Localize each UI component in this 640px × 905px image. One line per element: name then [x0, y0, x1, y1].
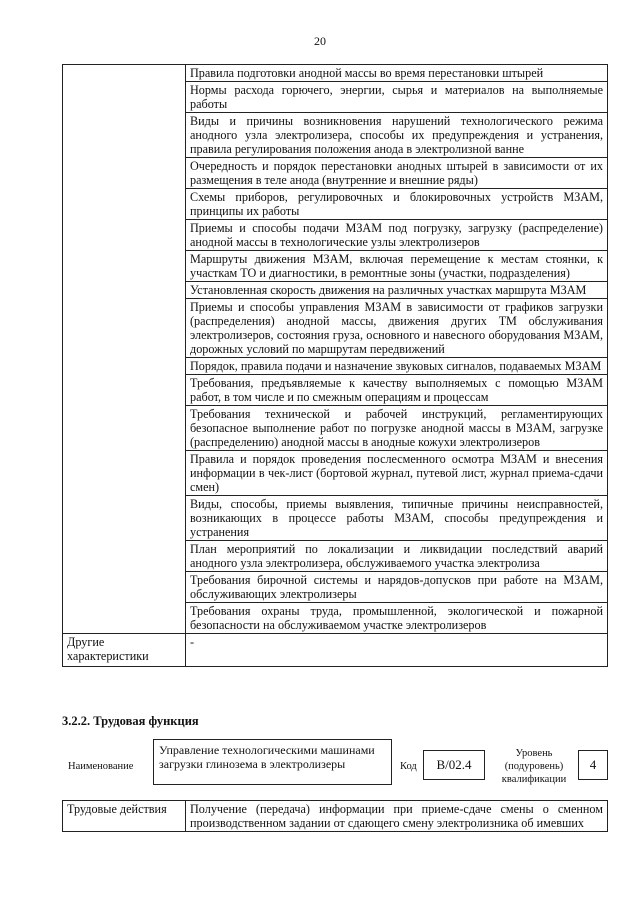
labor-action-item: Получение (передача) информации при приеме-сдаче смены о сменном производственном задании от сдающего смену электролизника об имевших [186, 801, 608, 832]
labor-actions-table [62, 800, 608, 832]
labor-actions-label: Трудовые действия [63, 801, 186, 832]
code-label: Код [400, 761, 417, 772]
knowledge-item: Приемы и способы подачи МЗАМ под погрузку, загрузку (распределение) анодной массы в технологические узлы электролизеров [186, 220, 608, 251]
code-value-box [423, 750, 485, 780]
other-characteristics-row [63, 634, 608, 667]
name-label: Наименование [68, 761, 134, 772]
knowledge-item: Правила и порядок проведения послесменного осмотра МЗАМ и внесения информации в чек-лист (бортовой журнал, путевой лист, журнал приема-сдачи смен) [186, 451, 608, 496]
function-name: Управление технологическими машинами загрузки глинозема в электролизеры [159, 743, 375, 771]
other-characteristics-value: - [186, 634, 608, 667]
knowledge-label-cell [63, 65, 186, 634]
section-heading: 3.2.2. Трудовая функция [62, 714, 199, 728]
knowledge-item: Виды и причины возникновения нарушений технологического режима анодного узла электролизера, способы их предупреждения и устранения, правила регулирования положения анода в электролизной ванне [186, 113, 608, 158]
knowledge-item: Требования охраны труда, промышленной, экологической и пожарной безопасности на обслуживаемом участке электролизеров [186, 603, 608, 634]
knowledge-item: Очередность и порядок перестановки анодных штырей в зависимости от их размещения в теле анода (внутренние и внешние ряды) [186, 158, 608, 189]
knowledge-item: Схемы приборов, регулировочных и блокировочных устройств МЗАМ, принципы их работы [186, 189, 608, 220]
knowledge-item: Требования бирочной системы и нарядов-допусков при работе на МЗАМ, обслуживающих электролизеры [186, 572, 608, 603]
knowledge-item: Порядок, правила подачи и назначение звуковых сигналов, подаваемых МЗАМ [186, 358, 608, 375]
knowledge-item: Нормы расхода горючего, энергии, сырья и материалов на выполняемые работы [186, 82, 608, 113]
knowledge-item: План мероприятий по локализации и ликвидации последствий аварий анодного узла электролизера, обслуживаемого участка электролиза [186, 541, 608, 572]
knowledge-item: Виды, способы, приемы выявления, типичные причины неисправностей, возникающих в процессе работы МЗАМ, способы предупреждения и устранения [186, 496, 608, 541]
level-value-box [578, 750, 608, 780]
knowledge-item: Требования, предъявляемые к качеству выполняемых с помощью МЗАМ работ, в том числе и по смежным операциям и процессам [186, 375, 608, 406]
name-value-box [153, 739, 392, 785]
knowledge-item: Требования технической и рабочей инструкций, регламентирующих безопасное выполнение работ по погрузке анодной массы в МЗАМ, загрузке (распределению) анодной массы в анодные кожухи электролизеров [186, 406, 608, 451]
knowledge-table [62, 64, 608, 667]
page-number: 20 [314, 34, 326, 48]
knowledge-item: Установленная скорость движения на различных участках маршрута МЗАМ [186, 282, 608, 299]
labor-actions-row [63, 801, 608, 832]
level-label: Уровень (подуровень) квалификации [501, 748, 567, 785]
knowledge-row [63, 65, 608, 82]
function-code: B/02.4 [436, 757, 472, 772]
knowledge-item: Маршруты движения МЗАМ, включая перемещение к местам стоянки, к участкам ТО и диагностики, в ремонтные зоны (участки, подразделения) [186, 251, 608, 282]
qualification-level: 4 [589, 757, 597, 772]
knowledge-item: Правила подготовки анодной массы во время перестановки штырей [186, 65, 608, 82]
knowledge-item: Приемы и способы управления МЗАМ в зависимости от графиков загрузки (распределения) анодной массы, движения других ТМ обслуживания электролизеров, состояния груза, основного и навесного оборудования МЗАМ, дорожных условий по маршрутам передвижений [186, 299, 608, 358]
other-characteristics-label: Другие характеристики [63, 634, 186, 667]
